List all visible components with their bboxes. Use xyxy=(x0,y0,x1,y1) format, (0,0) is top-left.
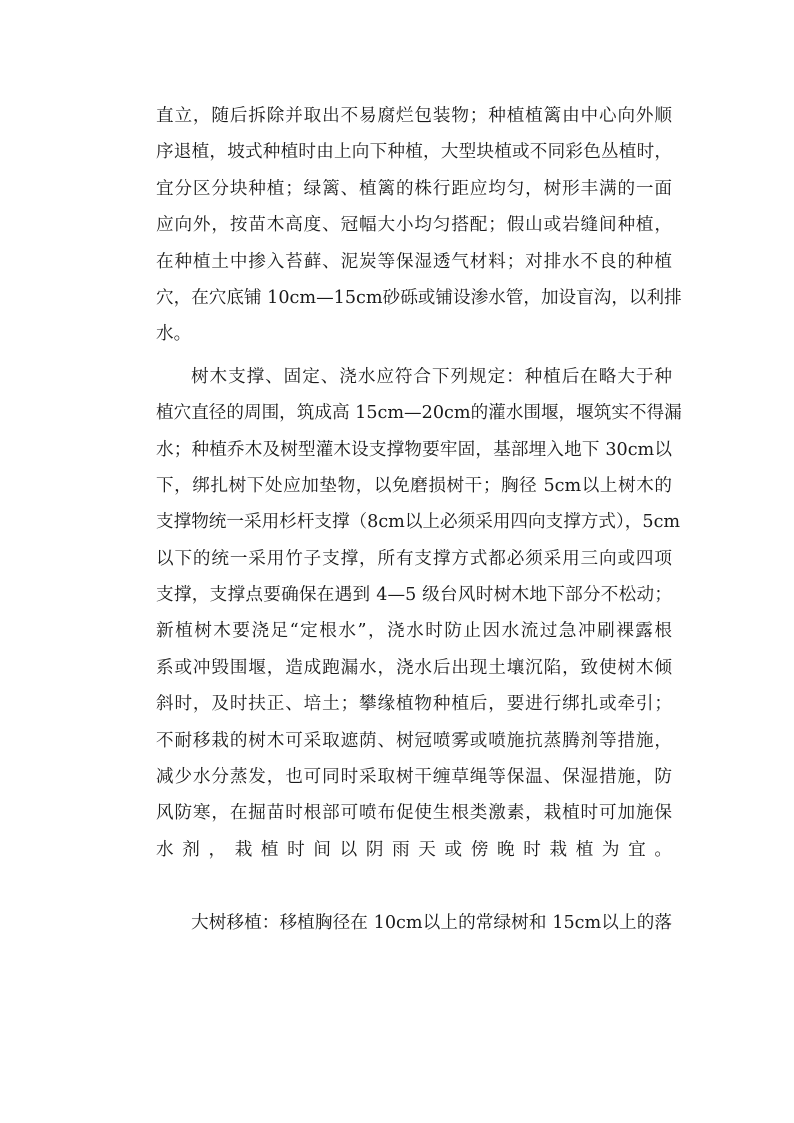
text-line: 大树移植：移植胸径在 10cm以上的常绿树和 15cm以上的落 xyxy=(191,912,672,933)
paragraph-2 xyxy=(156,359,682,905)
text-line: 风防寒，在掘苗时根部可喷布促使生根类激素，栽植时可加施保 xyxy=(156,803,672,824)
text-line xyxy=(156,868,672,904)
text-line: 斜时，及时扶正、培土；攀缘植物种植后，要进行绑扎或牵引； xyxy=(156,694,672,715)
text-line: 系或冲毁围堰，造成跑漏水，浇水后出现土壤沉陷，致使树木倾 xyxy=(156,657,672,678)
text-line: 树木支撑、固定、浇水应符合下列规定：种植后在略大于种 xyxy=(191,366,672,387)
text-line: 以下的统一采用竹子支撑，所有支撑方式都必须采用三向或四项 xyxy=(156,548,672,569)
text-line: 宜分区分块种植；绿篱、植篱的株行距应均匀，树形丰满的一面 xyxy=(156,178,672,199)
text-line: 直立，随后拆除并取出不易腐烂包装物；种植植篱由中心向外顺 xyxy=(156,106,672,126)
text-line: 水。 xyxy=(156,324,192,345)
text-line: 水剂，栽植时间以阴雨天或傍晚时栽植为宜。 xyxy=(156,839,672,860)
text-line: 下，绑扎树下处应加垫物，以免磨损树干；胸径 5cm以上树木的 xyxy=(156,475,672,496)
text-line: 新植树木要浇足“定根水”，浇水时防止因水流过急冲刷裸露根 xyxy=(156,621,672,642)
text-line: 植穴直径的周围，筑成高 15cm—20cm的灌水围堰，堰筑实不得漏 xyxy=(156,403,682,424)
text-line: 序退植，坡式种植时由上向下种植，大型块植或不同彩色丛植时， xyxy=(156,142,672,163)
text-line: 减少水分蒸发，也可同时采取树干缠草绳等保温、保湿措施，防 xyxy=(156,767,672,788)
text-line: 支撑物统一采用杉杆支撑（8cm以上必须采用四向支撑方式），5cm xyxy=(156,512,681,533)
text-line: 在种植土中掺入苔藓、泥炭等保湿透气材料；对排水不良的种植 xyxy=(156,251,672,272)
text-line: 水；种植乔木及树型灌木设支撑物要牢固，基部埋入地下 30cm以 xyxy=(156,439,672,460)
text-line: 穴，在穴底铺 10cm—15cm砂砾或铺设渗水管，加设盲沟，以利排 xyxy=(156,287,682,308)
text-line: 不耐移栽的树木可采取遮荫、树冠喷雾或喷施抗蒸腾剂等措施， xyxy=(156,730,672,751)
paragraph-1 xyxy=(156,98,682,353)
paragraph-3 xyxy=(156,905,672,941)
document-page xyxy=(156,98,682,941)
text-line: 应向外，按苗木高度、冠幅大小均匀搭配；假山或岩缝间种植， xyxy=(156,215,672,236)
text-line: 支撑，支撑点要确保在遇到 4—5 级台风时树木地下部分不松动； xyxy=(156,585,672,606)
